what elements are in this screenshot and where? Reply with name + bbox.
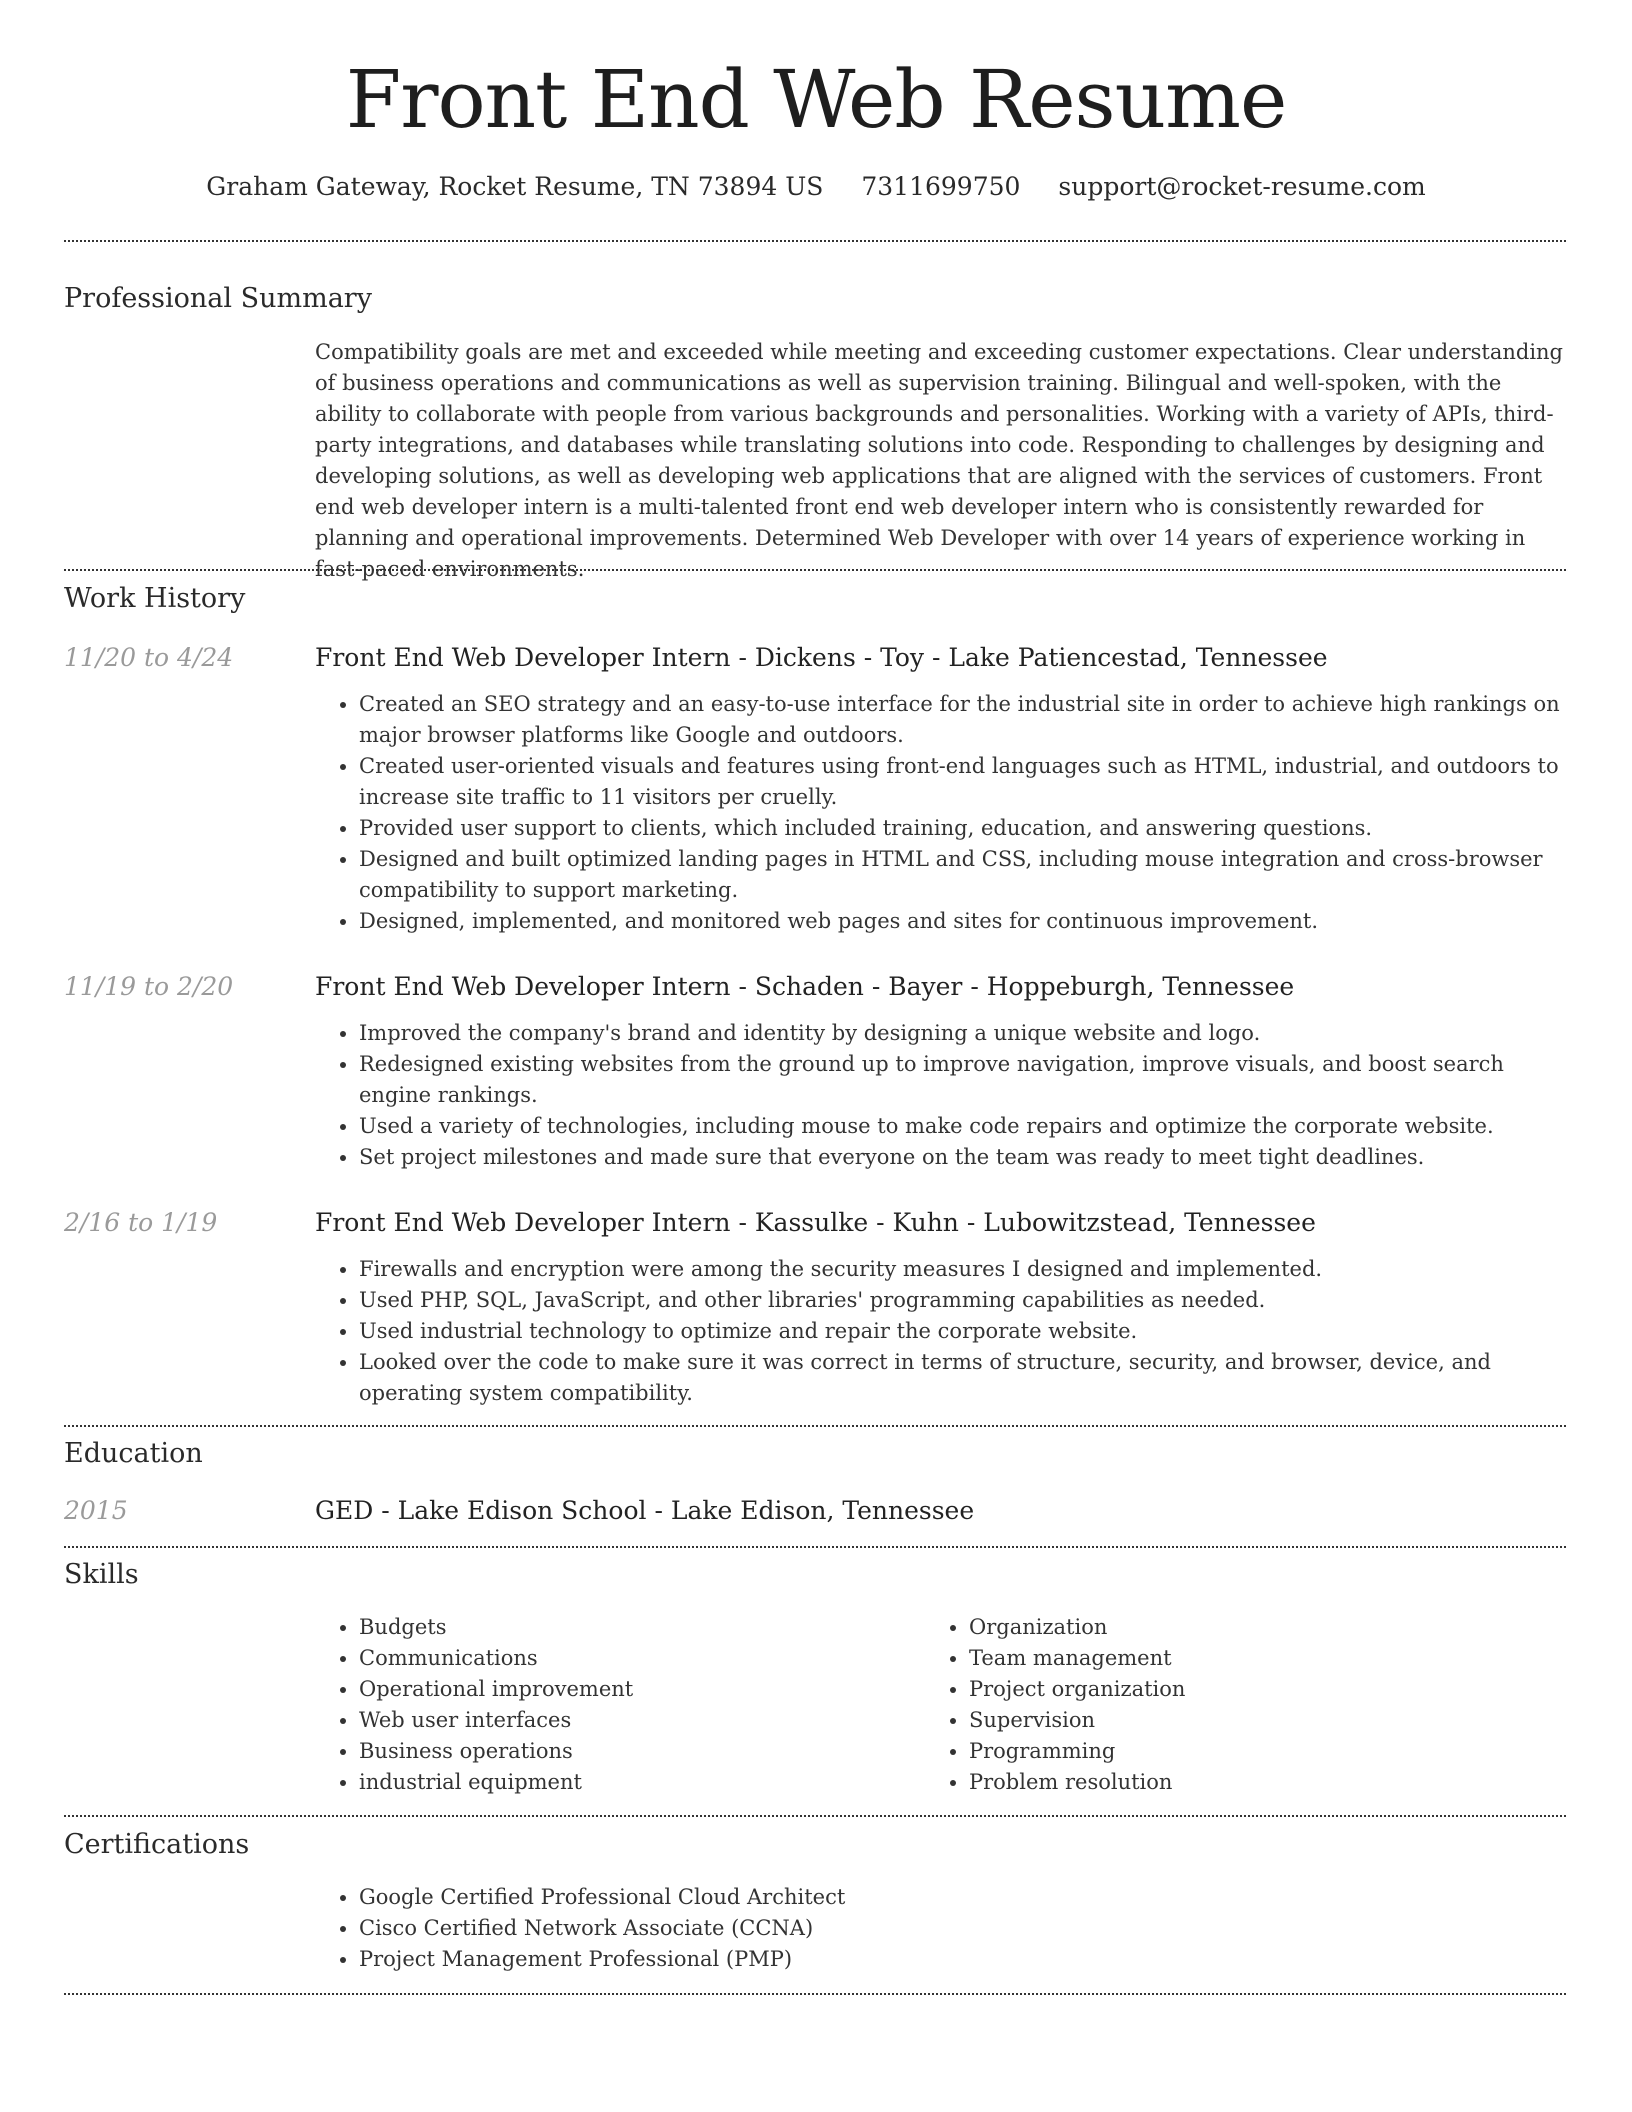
list-item: • Cisco Certified Network Associate (CCNA) — [359, 1913, 1565, 1944]
job-duties-list — [315, 1018, 1565, 1173]
section-title-certifications: Certifications — [64, 1829, 250, 1860]
job-dates: 11/20 to 4/24 — [64, 643, 234, 672]
list-item: • Supervision — [969, 1705, 1565, 1736]
section-title-skills: Skills — [64, 1559, 139, 1590]
job-dates: 11/19 to 2/20 — [64, 972, 234, 1001]
list-item: • Communications — [359, 1643, 915, 1674]
section-title-summary: Professional Summary — [64, 283, 372, 314]
job-title: Front End Web Developer Intern - Schaden - Bayer - Hoppeburgh, Tennessee — [315, 972, 1295, 1001]
list-item: • Designed, implemented, and monitored web pages and sites for continuous improvement. — [359, 906, 1565, 937]
list-item: • Set project milestones and made sure that everyone on the team was ready to meet tight deadlines. — [359, 1142, 1565, 1173]
certifications-list — [315, 1882, 1565, 1975]
list-item: • Budgets — [359, 1612, 915, 1643]
contact-phone: 7311699750 — [861, 172, 1021, 201]
list-item: • Looked over the code to make sure it was correct in terms of structure, security, and browser, device, and operating system compatibility. — [359, 1347, 1565, 1409]
list-item: • Redesigned existing websites from the ground up to improve navigation, improve visuals, and boost search engine rankings. — [359, 1049, 1565, 1111]
contact-address: Graham Gateway, Rocket Resume, TN 73894 US — [206, 172, 824, 201]
list-item: • Problem resolution — [969, 1767, 1565, 1798]
list-item: • Business operations — [359, 1736, 915, 1767]
list-item: • Web user interfaces — [359, 1705, 915, 1736]
job-dates: 2/16 to 1/19 — [64, 1208, 218, 1237]
list-item: • Operational improvement — [359, 1674, 915, 1705]
section-title-education: Education — [64, 1438, 203, 1469]
list-item: • Used a variety of technologies, including mouse to make code repairs and optimize the corporate website. — [359, 1111, 1565, 1142]
contact-line — [0, 170, 1632, 204]
job-duties-list — [315, 689, 1565, 937]
list-item: • Created user-oriented visuals and features using front-end languages such as HTML, industrial, and outdoors to increase site traffic to 11 visitors per cruelly. — [359, 751, 1565, 813]
education-date: 2015 — [64, 1496, 128, 1525]
list-item: • Programming — [969, 1736, 1565, 1767]
skills-list-right — [925, 1612, 1565, 1798]
divider — [64, 1815, 1566, 1817]
list-item: • Designed and built optimized landing pages in HTML and CSS, including mouse integration and cross-browser compatibility to support marketing. — [359, 844, 1565, 906]
list-item: • Used PHP, SQL, JavaScript, and other libraries' programming capabilities as needed. — [359, 1285, 1565, 1316]
divider — [64, 240, 1566, 242]
divider — [64, 1425, 1566, 1427]
section-title-work: Work History — [64, 583, 246, 614]
list-item: • industrial equipment — [359, 1767, 915, 1798]
skills-list-left — [315, 1612, 915, 1798]
list-item: • Created an SEO strategy and an easy-to-use interface for the industrial site in order to achieve high rankings on major browser platforms like Google and outdoors. — [359, 689, 1565, 751]
summary-text: Compatibility goals are met and exceeded while meeting and exceeding customer expectations. Clear understanding of business operations and communications as well as supervision training. Bilingual and well-spoken, with the ability to collaborate with people from various backgrounds and personalities. Working with a variety of APIs, third-party integrations, and databases while translating solutions into code. Responding to challenges by designing and developing solutions, as well as developing web applications that are aligned with the services of customers. Front end web developer intern is a multi-talented front end web developer intern who is consistently rewarded for planning and operational improvements. Determined Web Developer with over 14 years of experience working in fast-paced environments. — [315, 340, 1564, 581]
list-item: • Project organization — [969, 1674, 1565, 1705]
list-item: • Organization — [969, 1612, 1565, 1643]
resume-title: Front End Web Resume — [345, 53, 1287, 146]
list-item: • Team management — [969, 1643, 1565, 1674]
job-title: Front End Web Developer Intern - Kassulke - Kuhn - Lubowitzstead, Tennessee — [315, 1208, 1316, 1237]
list-item: • Project Management Professional (PMP) — [359, 1944, 1565, 1975]
education-degree: GED - Lake Edison School - Lake Edison, Tennessee — [315, 1496, 975, 1525]
job-duties-list — [315, 1254, 1565, 1409]
list-item: • Used industrial technology to optimize and repair the corporate website. — [359, 1316, 1565, 1347]
list-item: • Improved the company's brand and identity by designing a unique website and logo. — [359, 1018, 1565, 1049]
contact-email: support@rocket-resume.com — [1058, 172, 1426, 201]
job-title: Front End Web Developer Intern - Dickens - Toy - Lake Patiencestad, Tennessee — [315, 643, 1328, 672]
divider — [64, 1993, 1566, 1995]
divider — [64, 569, 1566, 571]
list-item: • Provided user support to clients, which included training, education, and answering questions. — [359, 813, 1565, 844]
list-item: • Google Certified Professional Cloud Architect — [359, 1882, 1565, 1913]
list-item: • Firewalls and encryption were among the security measures I designed and implemented. — [359, 1254, 1565, 1285]
divider — [64, 1546, 1566, 1548]
